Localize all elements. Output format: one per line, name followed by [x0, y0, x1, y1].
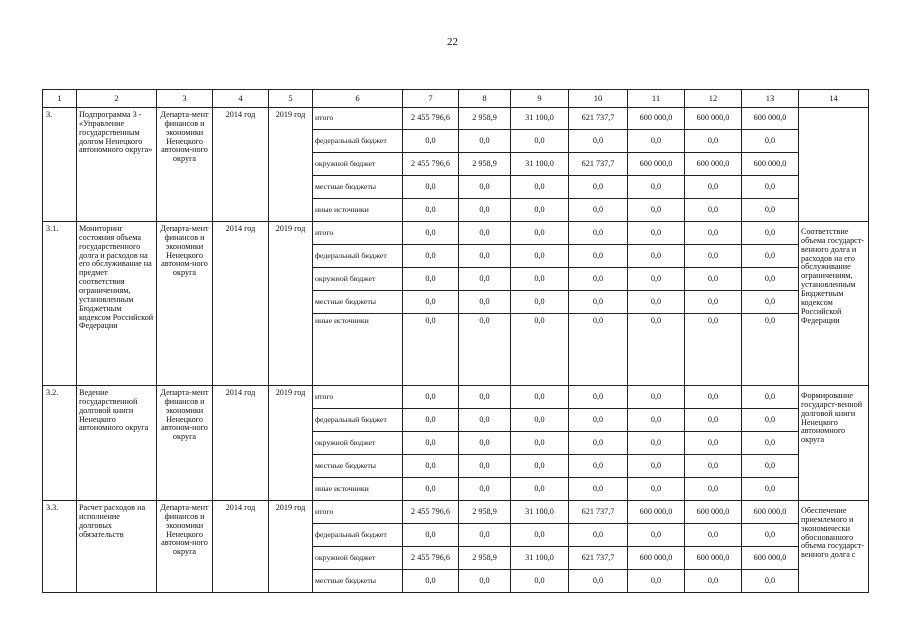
value-cell: 0,0: [403, 524, 459, 547]
value-cell: 0,0: [628, 386, 685, 409]
value-cell: 0,0: [459, 245, 511, 268]
start-year: 2014 год: [213, 222, 269, 386]
value-cell: 0,0: [742, 222, 799, 245]
value-cell: 600 000,0: [628, 547, 685, 570]
value-cell: 0,0: [459, 268, 511, 291]
item-number: 3.: [43, 108, 77, 222]
column-header: 2: [77, 90, 157, 108]
value-cell: 0,0: [569, 432, 628, 455]
value-cell: 0,0: [685, 432, 742, 455]
funding-source: окружной бюджет: [313, 432, 403, 455]
column-header: 14: [799, 90, 869, 108]
value-cell: 0,0: [403, 570, 459, 593]
value-cell: 0,0: [511, 409, 569, 432]
value-cell: 600 000,0: [742, 501, 799, 524]
value-cell: 0,0: [459, 199, 511, 222]
value-cell: 600 000,0: [742, 547, 799, 570]
start-year: 2014 год: [213, 501, 269, 593]
expected-result: Обеспечение приемлемого и экономически обоснованного объема государст-венного долга с: [799, 501, 869, 593]
value-cell: 600 000,0: [742, 153, 799, 176]
funding-source: федеральный бюджет: [313, 409, 403, 432]
value-cell: 600 000,0: [742, 108, 799, 130]
start-year: 2014 год: [213, 386, 269, 501]
funding-source: итого: [313, 386, 403, 409]
value-cell: 0,0: [569, 268, 628, 291]
value-cell: 0,0: [403, 455, 459, 478]
value-cell: 0,0: [459, 222, 511, 245]
value-cell: 0,0: [403, 314, 459, 386]
value-cell: 0,0: [628, 409, 685, 432]
value-cell: 2 958,9: [459, 153, 511, 176]
value-cell: 0,0: [459, 524, 511, 547]
column-header: 7: [403, 90, 459, 108]
value-cell: 0,0: [511, 245, 569, 268]
value-cell: 31 100,0: [511, 501, 569, 524]
column-header: 3: [157, 90, 213, 108]
value-cell: 0,0: [569, 291, 628, 314]
funding-source: федеральный бюджет: [313, 245, 403, 268]
value-cell: 0,0: [403, 409, 459, 432]
value-cell: 0,0: [459, 432, 511, 455]
column-header: 1: [43, 90, 77, 108]
value-cell: 0,0: [742, 314, 799, 386]
value-cell: 0,0: [742, 199, 799, 222]
value-cell: 0,0: [742, 455, 799, 478]
value-cell: 0,0: [403, 386, 459, 409]
value-cell: 0,0: [628, 478, 685, 501]
value-cell: 0,0: [685, 455, 742, 478]
column-header: 9: [511, 90, 569, 108]
value-cell: 0,0: [403, 176, 459, 199]
value-cell: 0,0: [742, 130, 799, 153]
funding-source: иные источники: [313, 478, 403, 501]
value-cell: 0,0: [459, 130, 511, 153]
funding-source: федеральный бюджет: [313, 130, 403, 153]
value-cell: 600 000,0: [685, 153, 742, 176]
value-cell: 0,0: [742, 291, 799, 314]
end-year: 2019 год: [269, 386, 313, 501]
value-cell: 0,0: [685, 222, 742, 245]
value-cell: 0,0: [742, 176, 799, 199]
value-cell: 0,0: [628, 176, 685, 199]
table-row: [43, 108, 869, 130]
value-cell: 2 958,9: [459, 108, 511, 130]
table-row: [43, 386, 869, 409]
value-cell: 0,0: [742, 432, 799, 455]
executor: Департа-мент финансов и экономики Ненецкого автоном-ного округа: [157, 222, 213, 386]
value-cell: 31 100,0: [511, 153, 569, 176]
funding-source: окружной бюджет: [313, 153, 403, 176]
funding-source: окружной бюджет: [313, 268, 403, 291]
value-cell: 0,0: [628, 570, 685, 593]
funding-source: местные бюджеты: [313, 176, 403, 199]
value-cell: 0,0: [685, 245, 742, 268]
column-header: 6: [313, 90, 403, 108]
end-year: 2019 год: [269, 108, 313, 222]
value-cell: 0,0: [742, 268, 799, 291]
value-cell: 0,0: [628, 130, 685, 153]
column-header: 4: [213, 90, 269, 108]
value-cell: 621 737,7: [569, 153, 628, 176]
page-number: 22: [447, 36, 458, 48]
value-cell: 600 000,0: [685, 547, 742, 570]
value-cell: 600 000,0: [628, 501, 685, 524]
value-cell: 0,0: [569, 130, 628, 153]
funding-source: окружной бюджет: [313, 547, 403, 570]
value-cell: 2 455 796,6: [403, 153, 459, 176]
value-cell: 0,0: [742, 570, 799, 593]
executor: Департа-мент финансов и экономики Ненецкого автоном-ного округа: [157, 108, 213, 222]
value-cell: 0,0: [569, 409, 628, 432]
value-cell: 0,0: [685, 291, 742, 314]
column-header: 5: [269, 90, 313, 108]
funding-source: итого: [313, 222, 403, 245]
value-cell: 0,0: [459, 386, 511, 409]
value-cell: 0,0: [569, 176, 628, 199]
value-cell: 0,0: [403, 268, 459, 291]
value-cell: 0,0: [569, 455, 628, 478]
value-cell: 31 100,0: [511, 547, 569, 570]
value-cell: 0,0: [742, 386, 799, 409]
value-cell: 0,0: [685, 130, 742, 153]
value-cell: 0,0: [628, 524, 685, 547]
value-cell: 0,0: [403, 478, 459, 501]
header-row: [43, 90, 869, 108]
value-cell: 600 000,0: [628, 108, 685, 130]
value-cell: 0,0: [511, 314, 569, 386]
value-cell: 0,0: [459, 455, 511, 478]
table-row: [43, 222, 869, 245]
end-year: 2019 год: [269, 222, 313, 386]
value-cell: 0,0: [569, 570, 628, 593]
value-cell: 0,0: [403, 432, 459, 455]
value-cell: 0,0: [459, 478, 511, 501]
item-number: 3.1.: [43, 222, 77, 386]
funding-source: местные бюджеты: [313, 570, 403, 593]
value-cell: 0,0: [628, 199, 685, 222]
value-cell: 0,0: [459, 570, 511, 593]
value-cell: 0,0: [628, 245, 685, 268]
value-cell: 0,0: [569, 222, 628, 245]
end-year: 2019 год: [269, 501, 313, 593]
value-cell: 600 000,0: [685, 501, 742, 524]
value-cell: 2 455 796,6: [403, 501, 459, 524]
value-cell: 0,0: [511, 386, 569, 409]
value-cell: 600 000,0: [685, 108, 742, 130]
value-cell: 2 958,9: [459, 501, 511, 524]
column-header: 13: [742, 90, 799, 108]
value-cell: 0,0: [742, 478, 799, 501]
value-cell: 600 000,0: [628, 153, 685, 176]
value-cell: 621 737,7: [569, 108, 628, 130]
value-cell: 0,0: [569, 386, 628, 409]
value-cell: 0,0: [403, 291, 459, 314]
value-cell: 0,0: [511, 199, 569, 222]
funding-source: иные источники: [313, 314, 403, 386]
value-cell: 2 455 796,6: [403, 108, 459, 130]
value-cell: 0,0: [742, 245, 799, 268]
value-cell: 0,0: [569, 199, 628, 222]
value-cell: 0,0: [511, 222, 569, 245]
value-cell: 0,0: [403, 222, 459, 245]
item-name: Расчет расходов на исполнение долговых обязательств: [77, 501, 157, 593]
value-cell: 0,0: [403, 245, 459, 268]
value-cell: 0,0: [685, 478, 742, 501]
item-name: Ведение государственной долговой книги Ненецкого автономного округа: [77, 386, 157, 501]
funding-source: местные бюджеты: [313, 291, 403, 314]
value-cell: 0,0: [685, 268, 742, 291]
value-cell: 0,0: [685, 314, 742, 386]
value-cell: 0,0: [628, 222, 685, 245]
value-cell: 0,0: [628, 268, 685, 291]
budget-table: [42, 89, 869, 593]
value-cell: 0,0: [628, 314, 685, 386]
value-cell: 0,0: [569, 524, 628, 547]
executor: Департа-мент финансов и экономики Ненецкого автоном-ного округа: [157, 386, 213, 501]
value-cell: 0,0: [511, 432, 569, 455]
value-cell: 0,0: [403, 199, 459, 222]
value-cell: 621 737,7: [569, 501, 628, 524]
value-cell: 0,0: [511, 570, 569, 593]
value-cell: 0,0: [459, 409, 511, 432]
table-row: [43, 501, 869, 524]
column-header: 8: [459, 90, 511, 108]
item-number: 3.3.: [43, 501, 77, 593]
value-cell: 0,0: [459, 314, 511, 386]
expected-result: Формирование государст-венной долговой книги Ненецкого автономного округа: [799, 386, 869, 501]
column-header: 11: [628, 90, 685, 108]
value-cell: 621 737,7: [569, 547, 628, 570]
value-cell: 0,0: [628, 291, 685, 314]
value-cell: 0,0: [459, 291, 511, 314]
value-cell: 31 100,0: [511, 108, 569, 130]
value-cell: 0,0: [459, 176, 511, 199]
item-number: 3.2.: [43, 386, 77, 501]
value-cell: 0,0: [569, 478, 628, 501]
value-cell: 0,0: [511, 455, 569, 478]
item-name: Мониторинг состояния объема государственного долга и расходов на его обслуживание на предмет соответствия ограничениям, установленным Бюджетным кодексом Российской Федерации: [77, 222, 157, 386]
value-cell: 0,0: [511, 176, 569, 199]
value-cell: 0,0: [685, 409, 742, 432]
value-cell: 0,0: [628, 455, 685, 478]
column-header: 12: [685, 90, 742, 108]
funding-source: иные источники: [313, 199, 403, 222]
value-cell: 0,0: [511, 524, 569, 547]
value-cell: 0,0: [685, 570, 742, 593]
funding-source: итого: [313, 108, 403, 130]
value-cell: 0,0: [685, 176, 742, 199]
value-cell: 0,0: [685, 386, 742, 409]
item-name: Подпрограмма 3 - «Управление государственным долгом Ненецкого автономного округа»: [77, 108, 157, 222]
start-year: 2014 год: [213, 108, 269, 222]
value-cell: 0,0: [403, 130, 459, 153]
value-cell: 0,0: [511, 130, 569, 153]
funding-source: местные бюджеты: [313, 455, 403, 478]
value-cell: 2 455 796,6: [403, 547, 459, 570]
value-cell: 0,0: [742, 409, 799, 432]
value-cell: 0,0: [511, 268, 569, 291]
value-cell: 0,0: [569, 245, 628, 268]
expected-result: [799, 108, 869, 222]
executor: Департа-мент финансов и экономики Ненецкого автоном-ного округа: [157, 501, 213, 593]
value-cell: 2 958,9: [459, 547, 511, 570]
value-cell: 0,0: [685, 524, 742, 547]
funding-source: итого: [313, 501, 403, 524]
value-cell: 0,0: [685, 199, 742, 222]
value-cell: 0,0: [511, 291, 569, 314]
funding-source: федеральный бюджет: [313, 524, 403, 547]
value-cell: 0,0: [511, 478, 569, 501]
column-header: 10: [569, 90, 628, 108]
expected-result: Соответствие объема государст-венного долга и расходов на его обслуживание ограничениям, установленным Бюджетным кодексом Российской Федерации: [799, 222, 869, 386]
value-cell: 0,0: [569, 314, 628, 386]
value-cell: 0,0: [742, 524, 799, 547]
value-cell: 0,0: [628, 432, 685, 455]
